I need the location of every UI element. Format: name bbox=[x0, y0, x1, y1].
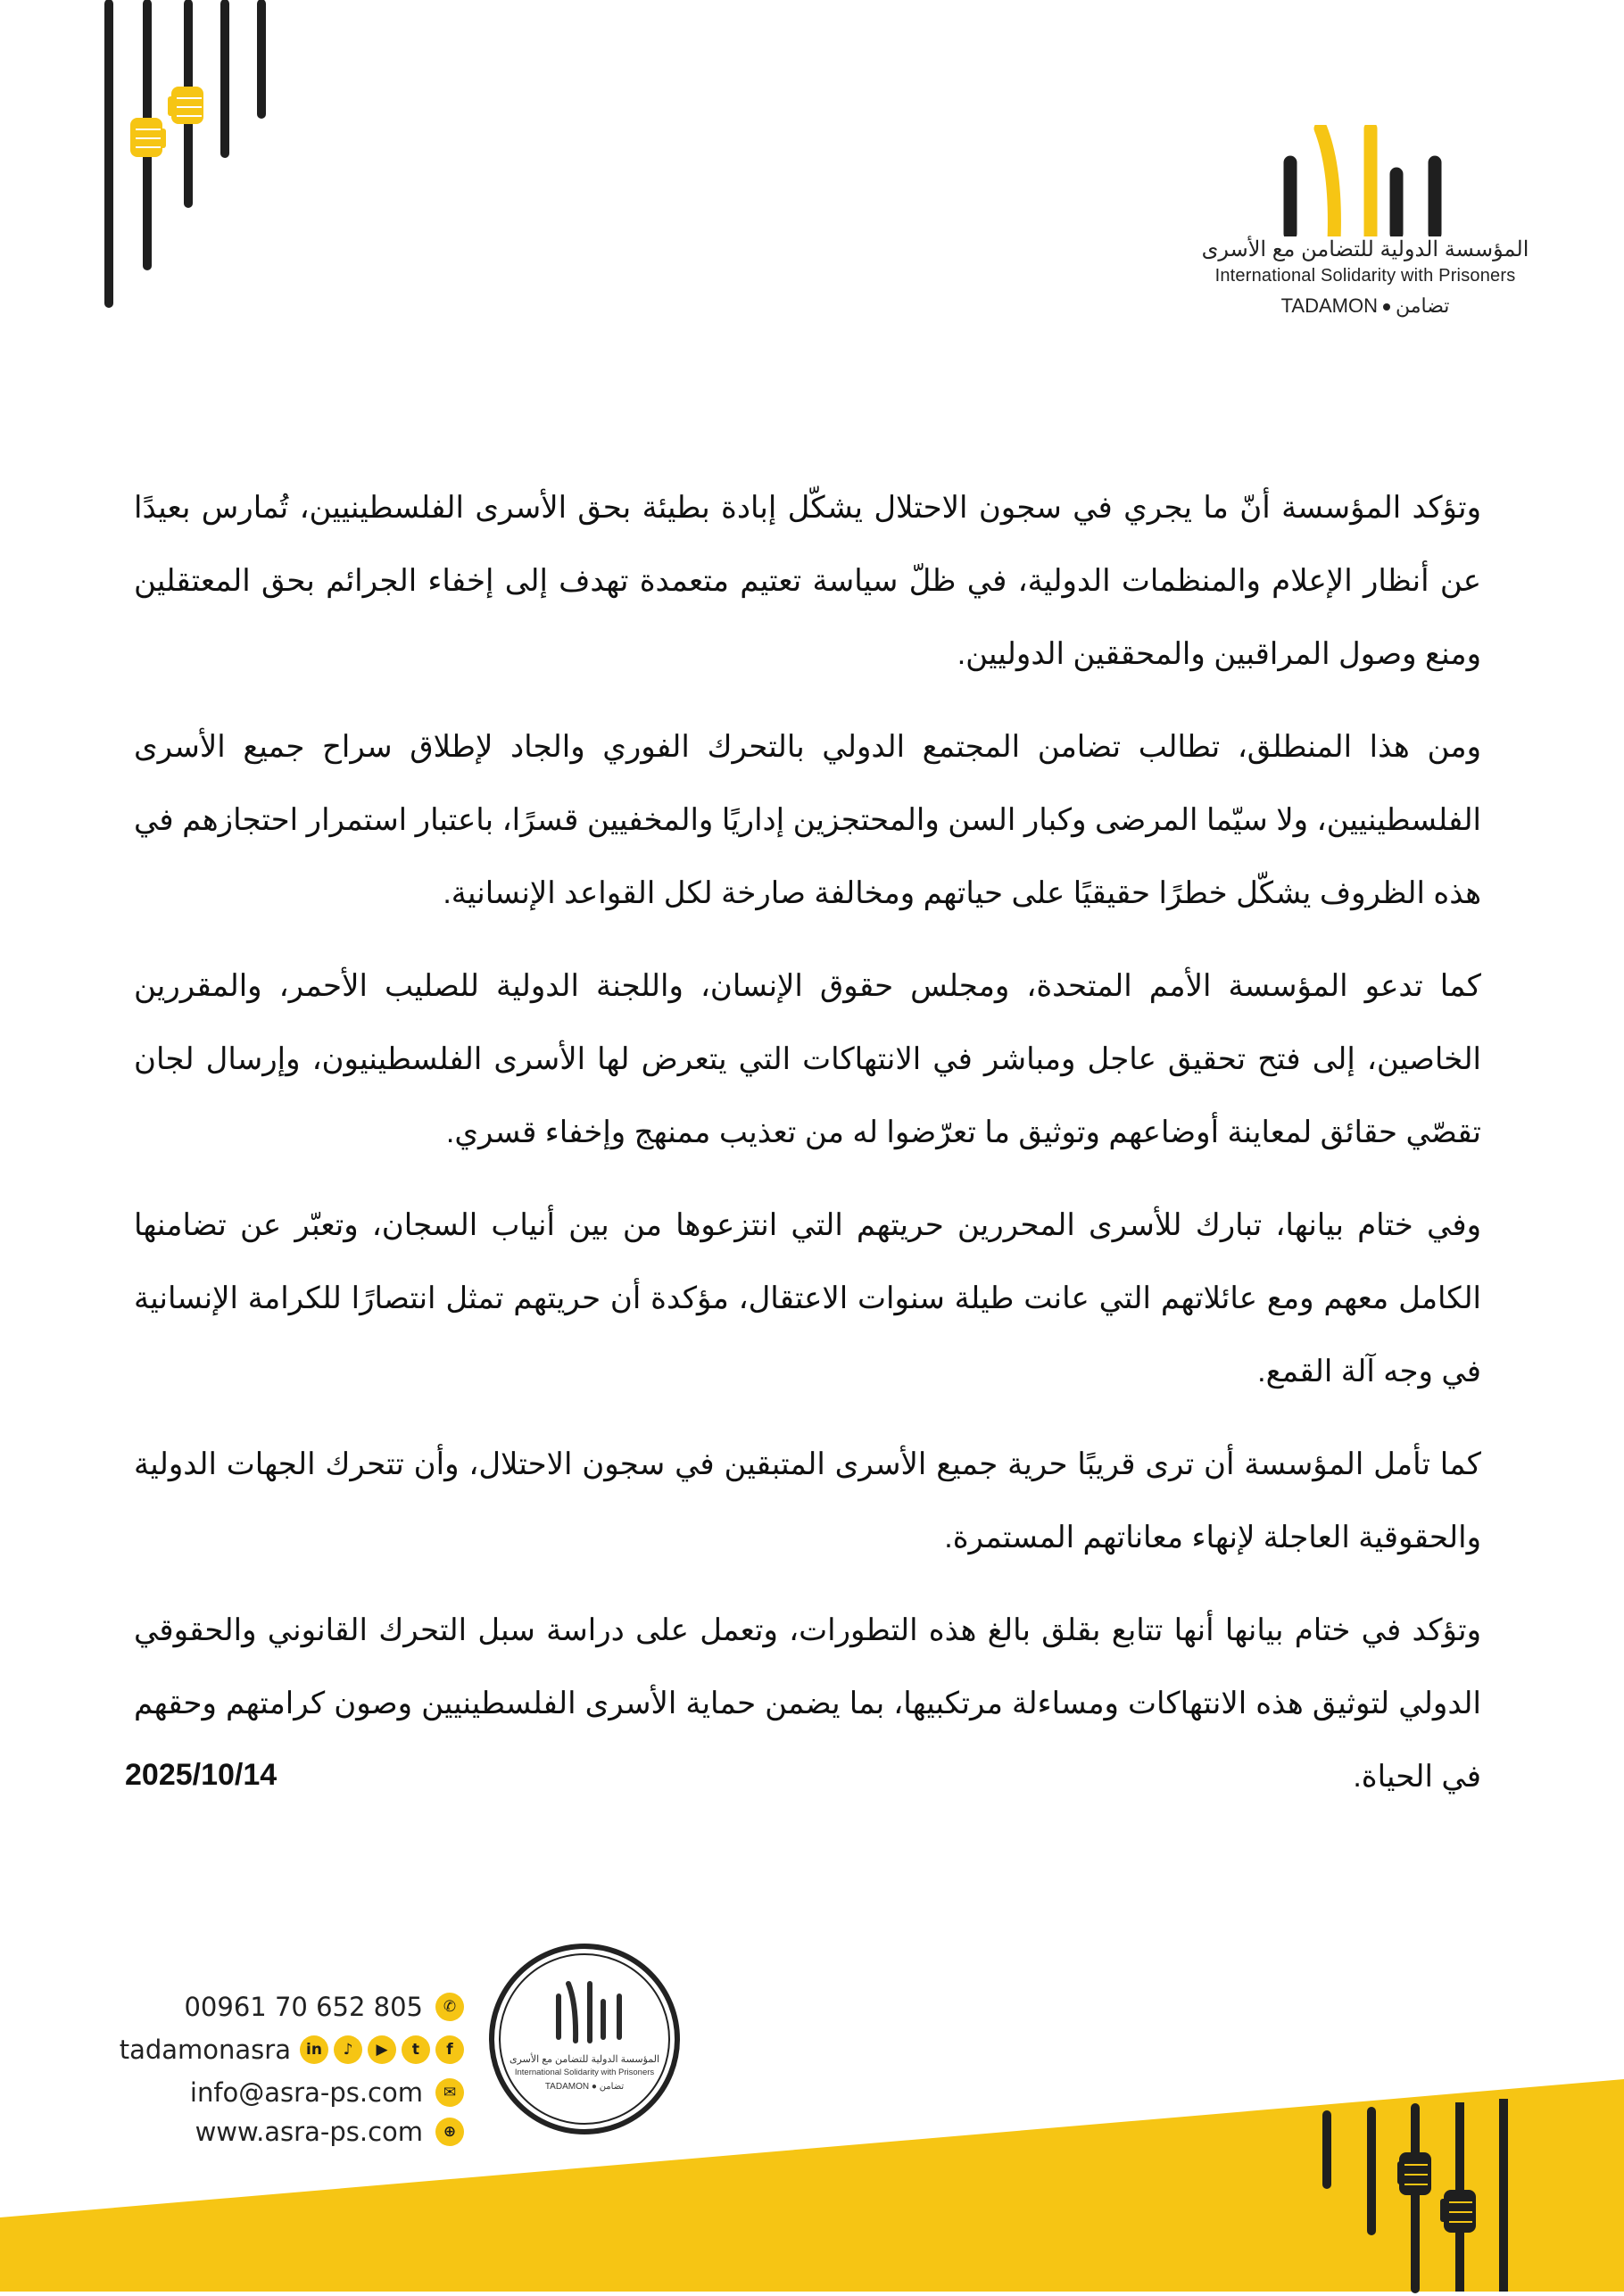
fist-icon bbox=[168, 87, 203, 124]
statement-date: 2025/10/14 bbox=[125, 1758, 278, 1792]
logo-tadamon-en: TADAMON bbox=[1280, 294, 1378, 317]
globe-icon[interactable]: ⊕ bbox=[435, 2118, 464, 2146]
stamp-ring-icon bbox=[486, 1941, 683, 2137]
paragraph: كما تدعو المؤسسة الأمم المتحدة، ومجلس حقوق الإنسان، واللجنة الدولية للصليب الأحمر، والمقررين الخاصين، إلى فتح تحقيق عاجل ومباشر في الانتهاكات التي يتعرض لها الأسرى الفلسطينيون، وإرسال لجان تقصّي حقائق لمعاينة أوضاعهم وتوثيق ما تعرّضوا له من تعذيب ممنهج وإخفاء قسري. bbox=[134, 969, 1481, 1149]
facebook-icon[interactable]: f bbox=[435, 2035, 464, 2064]
prison-bars-decoration bbox=[0, 0, 286, 321]
organization-logo bbox=[1196, 125, 1535, 339]
logo-english-name: International Solidarity with Prisoners bbox=[1214, 266, 1516, 286]
tiktok-icon[interactable]: ♪ bbox=[334, 2035, 362, 2064]
linkedin-icon[interactable]: in bbox=[300, 2035, 328, 2064]
phone-row bbox=[89, 1985, 464, 2028]
dot-separator bbox=[1383, 303, 1390, 311]
fist-icon bbox=[130, 118, 166, 157]
stamp-tadamon-en: TADAMON bbox=[544, 2082, 590, 2092]
fist-icon bbox=[1440, 2190, 1476, 2233]
statement-body bbox=[134, 471, 1481, 1833]
mail-icon[interactable]: ✉ bbox=[435, 2078, 464, 2107]
phone-number[interactable]: 00961 70 652 805 bbox=[184, 1992, 423, 2022]
email-address[interactable]: info@asra-ps.com bbox=[189, 2077, 423, 2108]
logo-bars-icon bbox=[1196, 125, 1535, 236]
stamp-tadamon: TADAMON ● تضامن bbox=[544, 2082, 625, 2092]
paragraph: وتؤكد المؤسسة أنّ ما يجري في سجون الاحتلال يشكّل إبادة بطيئة بحق الأسرى الفلسطينيين، تُمارس بعيدًا عن أنظار الإعلام والمنظمات الدولية، في ظلّ سياسة تعتيم متعمدة تهدف إلى إخفاء الجرائم بحق المعتقلين ومنع وصول المراقبين والمحققين الدوليين. bbox=[134, 491, 1481, 671]
social-handle[interactable]: tadamonasra bbox=[119, 2035, 291, 2065]
stamp-arabic-name: المؤسسة الدولية للتضامن مع الأسرى bbox=[509, 2054, 660, 2065]
paragraph: ومن هذا المنطلق، تطالب تضامن المجتمع الدولي بالتحرك الفوري والجاد لإطلاق سراح جميع الأسرى الفلسطينيين، ولا سيّما المرضى وكبار السن والمحتجزين إداريًا والمخفيين قسرًا، باعتبار استمرار احتجازهم في هذه الظروف يشكّل خطرًا حقيقيًا على حياتهم ومخالفة صارخة لكل القواعد الإنسانية. bbox=[134, 730, 1481, 910]
organization-stamp bbox=[486, 1941, 683, 2137]
stamp-tadamon-ar: تضامن bbox=[599, 2082, 625, 2092]
logo-tadamon-ar: تضامن bbox=[1395, 294, 1450, 317]
youtube-icon[interactable]: ▶ bbox=[368, 2035, 396, 2064]
website-link[interactable]: www.asra-ps.com bbox=[195, 2117, 423, 2147]
whatsapp-icon[interactable]: ✆ bbox=[435, 1993, 464, 2021]
logo-arabic-name: المؤسسة الدولية للتضامن مع الأسرى bbox=[1201, 237, 1529, 261]
paragraph: وفي ختام بيانها، تبارك للأسرى المحررين حريتهم التي انتزعوها من بين أنياب السجان، وتعبّر عن تضامنها الكامل معهم ومع عائلاتهم التي عانت طيلة سنوات الاعتقال، مؤكدة أن حريتهم تمثل انتصارًا للكرامة الإنسانية في وجه آلة القمع. bbox=[134, 1208, 1481, 1388]
logo-tadamon bbox=[1196, 294, 1535, 318]
twitter-icon[interactable]: t bbox=[402, 2035, 430, 2064]
footer-band bbox=[0, 2052, 1624, 2296]
yellow-band bbox=[0, 2079, 1624, 2292]
paragraph: وتؤكد في ختام بيانها أنها تتابع بقلق بالغ هذه التطورات، وتعمل على دراسة سبل التحرك القانوني والحقوقي الدولي لتوثيق هذه الانتهاكات ومساءلة مرتكبيها، بما يضمن حماية الأسرى الفلسطينيين وصون كرامتهم وحقهم في الحياة. bbox=[134, 1613, 1481, 1794]
stamp-english-name: International Solidarity with Prisoners bbox=[514, 2068, 655, 2077]
fist-icon bbox=[1397, 2152, 1431, 2195]
paragraph: كما تأمل المؤسسة أن ترى قريبًا حرية جميع الأسرى المتبقين في سجون الاحتلال، وأن تتحرك الجهات الدولية والحقوقية العاجلة لإنهاء معاناتهم المستمرة. bbox=[134, 1447, 1481, 1554]
